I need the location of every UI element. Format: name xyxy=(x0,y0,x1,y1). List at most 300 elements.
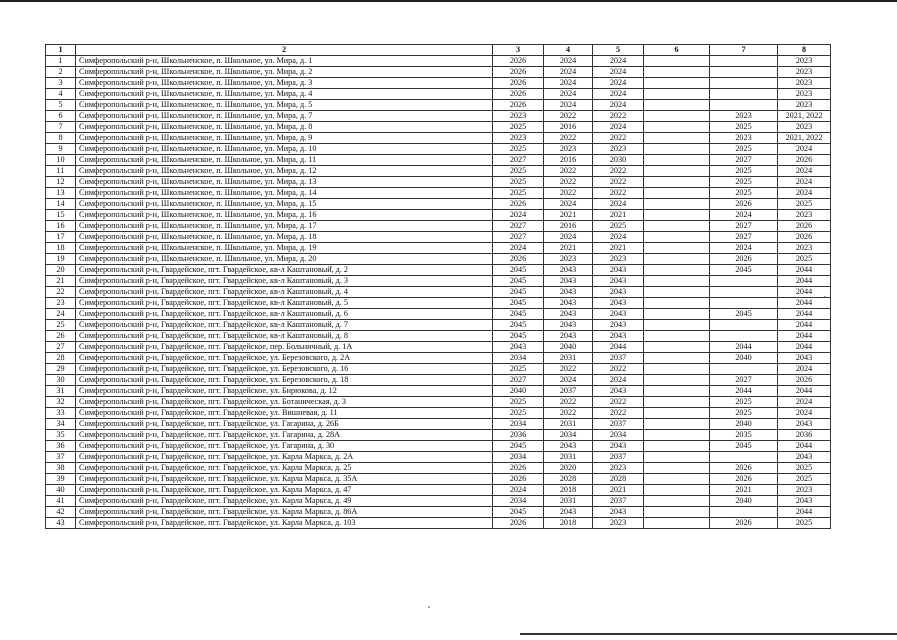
row-number: 11 xyxy=(46,166,76,177)
col-5-value: 2043 xyxy=(593,287,644,298)
col-4-value: 2031 xyxy=(544,496,593,507)
col-6-value xyxy=(644,144,710,155)
col-5-value: 2024 xyxy=(593,56,644,67)
row-number: 13 xyxy=(46,188,76,199)
scan-speck xyxy=(428,606,430,608)
row-number: 5 xyxy=(46,100,76,111)
col-8-value: 2024 xyxy=(778,188,831,199)
col-3-value: 2043 xyxy=(493,342,544,353)
row-number: 35 xyxy=(46,430,76,441)
address: Симферопольский р-н, Гвардейское, пгт. Гвардейское, ул. Гагарина, д. 26Б xyxy=(76,419,493,430)
address: Симферопольский р-н, Гвардейское, пгт. Гвардейское, ул. Карла Маркса, д. 49 xyxy=(76,496,493,507)
col-3-value: 2026 xyxy=(493,67,544,78)
address: Симферопольский р-н, Гвардейское, пгт. Гвардейское, ул. Карла Маркса, д. 2А xyxy=(76,452,493,463)
address: Симферопольский р-н, Гвардейское, пгт. Гвардейское, пер. Больничный, д. 1А xyxy=(76,342,493,353)
col-3-value: 2045 xyxy=(493,265,544,276)
table-row xyxy=(46,210,831,221)
table-row xyxy=(46,221,831,232)
row-number: 32 xyxy=(46,397,76,408)
col-6-value xyxy=(644,254,710,265)
address: Симферопольский р-н, Школьненское, п. Школьное, ул. Мира, д. 9 xyxy=(76,133,493,144)
address: Симферопольский р-н, Школьненское, п. Школьное, ул. Мира, д. 7 xyxy=(76,111,493,122)
col-7-value: 2040 xyxy=(710,419,778,430)
col-8-value: 2044 xyxy=(778,309,831,320)
col-6-value xyxy=(644,67,710,78)
table-row xyxy=(46,144,831,155)
col-6-value xyxy=(644,518,710,529)
row-number: 34 xyxy=(46,419,76,430)
col-4-value: 2021 xyxy=(544,243,593,254)
col-8-value: 2044 xyxy=(778,287,831,298)
address: Симферопольский р-н, Школьненское, п. Школьное, ул. Мира, д. 11 xyxy=(76,155,493,166)
col-5-value: 2023 xyxy=(593,463,644,474)
col-8-value: 2024 xyxy=(778,408,831,419)
address: Симферопольский р-н, Гвардейское, пгт. Гвардейское, ул. Вишневая, д. 11 xyxy=(76,408,493,419)
address: Симферопольский р-н, Гвардейское, пгт. Гвардейское, ул. Карла Маркса, д. 86А xyxy=(76,507,493,518)
col-6-value xyxy=(644,276,710,287)
col-8-value: 2023 xyxy=(778,485,831,496)
row-number: 17 xyxy=(46,232,76,243)
address: Симферопольский р-н, Гвардейское, пгт. Гвардейское, ул. Березовского, д. 16 xyxy=(76,364,493,375)
col-8-value: 2044 xyxy=(778,331,831,342)
row-number: 7 xyxy=(46,122,76,133)
col-3-value: 2034 xyxy=(493,419,544,430)
col-6-value xyxy=(644,243,710,254)
col-5-value: 2025 xyxy=(593,221,644,232)
table-row xyxy=(46,364,831,375)
address: Симферопольский р-н, Гвардейское, пгт. Гвардейское, ул. Гагарина, д. 28А xyxy=(76,430,493,441)
col-5-value: 2043 xyxy=(593,441,644,452)
col-4-value: 2018 xyxy=(544,485,593,496)
col-7-value xyxy=(710,287,778,298)
col-8-value: 2043 xyxy=(778,452,831,463)
col-8-value: 2025 xyxy=(778,254,831,265)
col-4-value: 2024 xyxy=(544,232,593,243)
row-number: 31 xyxy=(46,386,76,397)
table-row xyxy=(46,353,831,364)
col-8-value: 2023 xyxy=(778,78,831,89)
row-number: 25 xyxy=(46,320,76,331)
row-number: 16 xyxy=(46,221,76,232)
col-4-value: 2022 xyxy=(544,188,593,199)
row-number: 37 xyxy=(46,452,76,463)
col-7-value: 2044 xyxy=(710,342,778,353)
col-5-value: 2043 xyxy=(593,507,644,518)
col-6-value xyxy=(644,430,710,441)
address: Симферопольский р-н, Школьненское, п. Школьное, ул. Мира, д. 10 xyxy=(76,144,493,155)
row-number: 39 xyxy=(46,474,76,485)
col-5-value: 2028 xyxy=(593,474,644,485)
table-row xyxy=(46,474,831,485)
col-5-value: 2022 xyxy=(593,177,644,188)
col-8-value: 2025 xyxy=(778,199,831,210)
table-row xyxy=(46,232,831,243)
table-row xyxy=(46,331,831,342)
col-6-value xyxy=(644,188,710,199)
col-4-value: 2031 xyxy=(544,452,593,463)
row-number: 24 xyxy=(46,309,76,320)
col-7-value xyxy=(710,298,778,309)
col-3-value: 2034 xyxy=(493,496,544,507)
col-6-value xyxy=(644,485,710,496)
column-header: 3 xyxy=(493,45,544,56)
col-5-value: 2022 xyxy=(593,397,644,408)
col-6-value xyxy=(644,397,710,408)
col-8-value: 2025 xyxy=(778,474,831,485)
address: Симферопольский р-н, Школьненское, п. Школьное, ул. Мира, д. 13 xyxy=(76,177,493,188)
col-5-value: 2022 xyxy=(593,133,644,144)
col-7-value xyxy=(710,331,778,342)
col-6-value xyxy=(644,320,710,331)
table-row xyxy=(46,518,831,529)
table-row xyxy=(46,155,831,166)
col-3-value: 2026 xyxy=(493,199,544,210)
col-7-value: 2045 xyxy=(710,441,778,452)
col-6-value xyxy=(644,474,710,485)
col-4-value: 2023 xyxy=(544,254,593,265)
col-5-value: 2024 xyxy=(593,199,644,210)
col-6-value xyxy=(644,155,710,166)
page-bottom-edge xyxy=(520,633,897,635)
col-7-value: 2027 xyxy=(710,375,778,386)
col-7-value: 2026 xyxy=(710,463,778,474)
row-number: 8 xyxy=(46,133,76,144)
col-4-value: 2031 xyxy=(544,419,593,430)
address: Симферопольский р-н, Школьненское, п. Школьное, ул. Мира, д. 8 xyxy=(76,122,493,133)
table-row xyxy=(46,298,831,309)
col-4-value: 2024 xyxy=(544,199,593,210)
column-header: 2 xyxy=(76,45,493,56)
row-number: 29 xyxy=(46,364,76,375)
row-number: 38 xyxy=(46,463,76,474)
col-6-value xyxy=(644,452,710,463)
row-number: 3 xyxy=(46,78,76,89)
col-8-value: 2036 xyxy=(778,430,831,441)
col-3-value: 2034 xyxy=(493,353,544,364)
address: Симферопольский р-н, Школьненское, п. Школьное, ул. Мира, д. 1 xyxy=(76,56,493,67)
col-8-value: 2044 xyxy=(778,386,831,397)
table-row xyxy=(46,166,831,177)
col-4-value: 2022 xyxy=(544,111,593,122)
col-3-value: 2027 xyxy=(493,375,544,386)
col-6-value xyxy=(644,364,710,375)
table-row xyxy=(46,100,831,111)
col-7-value: 2035 xyxy=(710,430,778,441)
col-5-value: 2021 xyxy=(593,210,644,221)
address: Симферопольский р-н, Школьненское, п. Школьное, ул. Мира, д. 16 xyxy=(76,210,493,221)
row-number: 26 xyxy=(46,331,76,342)
col-8-value: 2024 xyxy=(778,166,831,177)
col-5-value: 2022 xyxy=(593,364,644,375)
address: Симферопольский р-н, Гвардейское, пгт. Гвардейское, ул. Карла Маркса, д. 103 xyxy=(76,518,493,529)
col-8-value: 2024 xyxy=(778,364,831,375)
col-4-value: 2018 xyxy=(544,518,593,529)
col-8-value: 2025 xyxy=(778,463,831,474)
address: Симферопольский р-н, Гвардейское, пгт. Гвардейское, кв-л Каштановый, д. 8 xyxy=(76,331,493,342)
col-4-value: 2024 xyxy=(544,375,593,386)
col-8-value: 2024 xyxy=(778,397,831,408)
row-number: 19 xyxy=(46,254,76,265)
address: Симферопольский р-н, Школьненское, п. Школьное, ул. Мира, д. 15 xyxy=(76,199,493,210)
col-4-value: 2043 xyxy=(544,265,593,276)
col-3-value: 2045 xyxy=(493,309,544,320)
row-number: 15 xyxy=(46,210,76,221)
col-7-value xyxy=(710,364,778,375)
col-6-value xyxy=(644,199,710,210)
col-6-value xyxy=(644,419,710,430)
col-3-value: 2025 xyxy=(493,188,544,199)
col-8-value: 2044 xyxy=(778,507,831,518)
col-6-value xyxy=(644,210,710,221)
col-4-value: 2040 xyxy=(544,342,593,353)
col-5-value: 2024 xyxy=(593,89,644,100)
col-4-value: 2028 xyxy=(544,474,593,485)
table-row xyxy=(46,276,831,287)
col-8-value: 2023 xyxy=(778,210,831,221)
col-5-value: 2043 xyxy=(593,386,644,397)
col-7-value: 2027 xyxy=(710,232,778,243)
col-4-value: 2022 xyxy=(544,166,593,177)
address: Симферопольский р-н, Гвардейское, пгт. Гвардейское, кв-л Каштановый, д. 3 xyxy=(76,276,493,287)
address: Симферопольский р-н, Гвардейское, пгт. Гвардейское, ул. Карла Маркса, д. 47 xyxy=(76,485,493,496)
col-3-value: 2024 xyxy=(493,485,544,496)
col-3-value: 2026 xyxy=(493,100,544,111)
col-5-value: 2037 xyxy=(593,353,644,364)
col-5-value: 2022 xyxy=(593,408,644,419)
table-row xyxy=(46,177,831,188)
col-6-value xyxy=(644,177,710,188)
col-4-value: 2043 xyxy=(544,287,593,298)
col-3-value: 2045 xyxy=(493,441,544,452)
row-number: 27 xyxy=(46,342,76,353)
col-7-value xyxy=(710,78,778,89)
col-4-value: 2043 xyxy=(544,331,593,342)
address: Симферопольский р-н, Школьненское, п. Школьное, ул. Мира, д. 5 xyxy=(76,100,493,111)
col-3-value: 2034 xyxy=(493,452,544,463)
table-row xyxy=(46,56,831,67)
col-5-value: 2021 xyxy=(593,243,644,254)
col-8-value: 2023 xyxy=(778,243,831,254)
col-7-value: 2024 xyxy=(710,243,778,254)
col-6-value xyxy=(644,100,710,111)
col-6-value xyxy=(644,56,710,67)
col-5-value: 2024 xyxy=(593,375,644,386)
table-row xyxy=(46,375,831,386)
column-header: 5 xyxy=(593,45,644,56)
col-4-value: 2016 xyxy=(544,221,593,232)
col-4-value: 2020 xyxy=(544,463,593,474)
col-3-value: 2027 xyxy=(493,155,544,166)
col-3-value: 2045 xyxy=(493,331,544,342)
col-6-value xyxy=(644,507,710,518)
col-7-value: 2045 xyxy=(710,265,778,276)
col-3-value: 2045 xyxy=(493,507,544,518)
col-5-value: 2043 xyxy=(593,276,644,287)
row-number: 36 xyxy=(46,441,76,452)
col-3-value: 2025 xyxy=(493,408,544,419)
col-8-value: 2026 xyxy=(778,221,831,232)
col-7-value: 2045 xyxy=(710,309,778,320)
housing-schedule-table xyxy=(45,44,831,529)
col-5-value: 2037 xyxy=(593,452,644,463)
col-5-value: 2024 xyxy=(593,67,644,78)
col-3-value: 2026 xyxy=(493,463,544,474)
col-3-value: 2024 xyxy=(493,210,544,221)
col-5-value: 2037 xyxy=(593,419,644,430)
col-4-value: 2016 xyxy=(544,155,593,166)
col-6-value xyxy=(644,375,710,386)
col-4-value: 2021 xyxy=(544,210,593,221)
col-5-value: 2023 xyxy=(593,254,644,265)
col-5-value: 2024 xyxy=(593,100,644,111)
col-5-value: 2024 xyxy=(593,78,644,89)
col-4-value: 2043 xyxy=(544,309,593,320)
col-5-value: 2022 xyxy=(593,188,644,199)
col-3-value: 2024 xyxy=(493,243,544,254)
col-4-value: 2034 xyxy=(544,430,593,441)
col-6-value xyxy=(644,408,710,419)
row-number: 30 xyxy=(46,375,76,386)
col-4-value: 2022 xyxy=(544,408,593,419)
col-5-value: 2023 xyxy=(593,518,644,529)
col-8-value: 2026 xyxy=(778,375,831,386)
page-top-edge xyxy=(0,0,897,6)
address: Симферопольский р-н, Гвардейское, пгт. Гвардейское, кв-л Каштановый, д. 2 xyxy=(76,265,493,276)
col-6-value xyxy=(644,441,710,452)
col-7-value xyxy=(710,89,778,100)
col-6-value xyxy=(644,111,710,122)
col-3-value: 2025 xyxy=(493,166,544,177)
col-4-value: 2022 xyxy=(544,364,593,375)
col-5-value: 2043 xyxy=(593,265,644,276)
col-4-value: 2043 xyxy=(544,298,593,309)
table-row xyxy=(46,309,831,320)
col-7-value: 2040 xyxy=(710,496,778,507)
row-number: 22 xyxy=(46,287,76,298)
col-3-value: 2045 xyxy=(493,298,544,309)
col-6-value xyxy=(644,463,710,474)
col-3-value: 2026 xyxy=(493,89,544,100)
col-4-value: 2022 xyxy=(544,397,593,408)
table-row xyxy=(46,507,831,518)
col-8-value: 2044 xyxy=(778,276,831,287)
col-7-value: 2044 xyxy=(710,386,778,397)
col-8-value: 2023 xyxy=(778,89,831,100)
col-7-value xyxy=(710,67,778,78)
table-row xyxy=(46,111,831,122)
col-3-value: 2036 xyxy=(493,430,544,441)
col-3-value: 2025 xyxy=(493,397,544,408)
col-5-value: 2043 xyxy=(593,298,644,309)
col-7-value: 2027 xyxy=(710,155,778,166)
col-6-value xyxy=(644,89,710,100)
col-6-value xyxy=(644,309,710,320)
col-4-value: 2022 xyxy=(544,177,593,188)
table-row xyxy=(46,386,831,397)
col-4-value: 2031 xyxy=(544,353,593,364)
address: Симферопольский р-н, Школьненское, п. Школьное, ул. Мира, д. 18 xyxy=(76,232,493,243)
row-number: 40 xyxy=(46,485,76,496)
table-row xyxy=(46,78,831,89)
table-row xyxy=(46,199,831,210)
col-3-value: 2040 xyxy=(493,386,544,397)
table-row xyxy=(46,408,831,419)
table-row xyxy=(46,133,831,144)
col-7-value: 2025 xyxy=(710,408,778,419)
row-number: 4 xyxy=(46,89,76,100)
address: Симферопольский р-н, Гвардейское, пгт. Гвардейское, кв-л Каштановый, д. 6 xyxy=(76,309,493,320)
col-6-value xyxy=(644,298,710,309)
column-header: 7 xyxy=(710,45,778,56)
col-7-value: 2026 xyxy=(710,474,778,485)
col-7-value: 2023 xyxy=(710,133,778,144)
col-7-value xyxy=(710,100,778,111)
col-7-value xyxy=(710,276,778,287)
col-7-value xyxy=(710,320,778,331)
col-8-value: 2024 xyxy=(778,177,831,188)
col-5-value: 2034 xyxy=(593,430,644,441)
col-7-value: 2025 xyxy=(710,188,778,199)
col-4-value: 2024 xyxy=(544,56,593,67)
col-5-value: 2023 xyxy=(593,144,644,155)
row-number: 42 xyxy=(46,507,76,518)
col-4-value: 2024 xyxy=(544,100,593,111)
table-row xyxy=(46,485,831,496)
col-8-value: 2044 xyxy=(778,265,831,276)
col-7-value: 2026 xyxy=(710,254,778,265)
col-3-value: 2027 xyxy=(493,221,544,232)
table-row xyxy=(46,243,831,254)
col-8-value: 2021, 2022 xyxy=(778,111,831,122)
table-row xyxy=(46,441,831,452)
table-row xyxy=(46,254,831,265)
col-5-value: 2024 xyxy=(593,232,644,243)
col-4-value: 2016 xyxy=(544,122,593,133)
row-number: 14 xyxy=(46,199,76,210)
col-4-value: 2022 xyxy=(544,133,593,144)
col-7-value xyxy=(710,507,778,518)
col-7-value: 2025 xyxy=(710,166,778,177)
column-header: 1 xyxy=(46,45,76,56)
col-8-value: 2023 xyxy=(778,100,831,111)
col-5-value: 2024 xyxy=(593,122,644,133)
table-row xyxy=(46,397,831,408)
table-row xyxy=(46,496,831,507)
address: Симферопольский р-н, Школьненское, п. Школьное, ул. Мира, д. 20 xyxy=(76,254,493,265)
col-6-value xyxy=(644,353,710,364)
col-3-value: 2045 xyxy=(493,320,544,331)
col-4-value: 2024 xyxy=(544,78,593,89)
col-5-value: 2044 xyxy=(593,342,644,353)
col-3-value: 2025 xyxy=(493,122,544,133)
address: Симферопольский р-н, Гвардейское, пгт. Гвардейское, кв-л Каштановый, д. 4 xyxy=(76,287,493,298)
col-8-value: 2026 xyxy=(778,155,831,166)
col-8-value: 2023 xyxy=(778,56,831,67)
address: Симферопольский р-н, Гвардейское, пгт. Гвардейское, ул. Ботаническая, д. 3 xyxy=(76,397,493,408)
col-7-value: 2025 xyxy=(710,397,778,408)
row-number: 33 xyxy=(46,408,76,419)
col-8-value: 2043 xyxy=(778,419,831,430)
col-8-value: 2023 xyxy=(778,122,831,133)
row-number: 6 xyxy=(46,111,76,122)
address: Симферопольский р-н, Гвардейское, пгт. Гвардейское, кв-л Каштановый, д. 7 xyxy=(76,320,493,331)
col-6-value xyxy=(644,133,710,144)
col-8-value: 2024 xyxy=(778,144,831,155)
address: Симферопольский р-н, Гвардейское, пгт. Гвардейское, ул. Гагарина, д. 30 xyxy=(76,441,493,452)
col-5-value: 2043 xyxy=(593,320,644,331)
address: Симферопольский р-н, Гвардейское, пгт. Гвардейское, ул. Березовского, д. 2А xyxy=(76,353,493,364)
column-header: 8 xyxy=(778,45,831,56)
